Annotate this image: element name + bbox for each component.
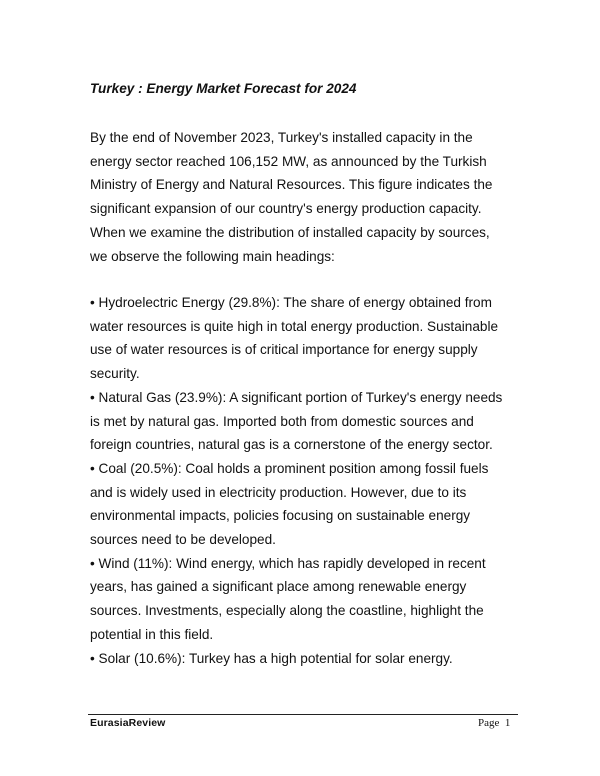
energy-sources-list — [90, 291, 520, 670]
document-title: Turkey : Energy Market Forecast for 2024 — [90, 81, 357, 96]
intro-paragraph — [90, 126, 520, 268]
footer-divider — [88, 714, 518, 715]
intro-line: energy sector reached 106,152 MW, as announced by the Turkish — [90, 153, 487, 169]
list-line: • Wind (11%): Wind energy, which has rapidly developed in recent — [90, 555, 486, 571]
list-line: potential in this field. — [90, 626, 214, 642]
list-line: use of water resources is of critical importance for energy supply — [90, 342, 478, 358]
list-line: water resources is quite high in total energy production. Sustainable — [90, 318, 499, 334]
list-line: years, has gained a significant place among renewable energy — [90, 579, 467, 595]
list-line: environmental impacts, policies focusing on sustainable energy — [90, 508, 471, 524]
list-line: sources need to be developed. — [90, 532, 276, 548]
list-line: security. — [90, 366, 140, 382]
list-line: sources. Investments, especially along the coastline, highlight the — [90, 603, 484, 619]
list-line: is met by natural gas. Imported both from domestic sources and — [90, 413, 474, 429]
page-number — [478, 717, 510, 729]
list-line: • Coal (20.5%): Coal holds a prominent position among fossil fuels — [90, 460, 489, 476]
intro-line: significant expansion of our country's energy production capacity. — [90, 201, 482, 217]
list-line: foreign countries, natural gas is a cornerstone of the energy sector. — [90, 437, 493, 453]
intro-line: Ministry of Energy and Natural Resources. This figure indicates the — [90, 177, 493, 193]
footer-publisher: EurasiaReview — [90, 717, 166, 729]
intro-line: we observe the following main headings: — [90, 248, 335, 264]
intro-line: When we examine the distribution of installed capacity by sources, — [90, 224, 490, 240]
list-line: • Hydroelectric Energy (29.8%): The share of energy obtained from — [90, 295, 492, 310]
page-number-value: 1 — [504, 717, 511, 729]
list-line: • Natural Gas (23.9%): A significant portion of Turkey's energy needs — [90, 389, 503, 405]
list-line: • Solar (10.6%): Turkey has a high potential for solar energy. — [90, 650, 453, 666]
list-line: and is widely used in electricity production. However, due to its — [90, 484, 467, 500]
intro-line: By the end of November 2023, Turkey's installed capacity in the — [90, 130, 473, 145]
page-label: Page — [478, 717, 500, 729]
